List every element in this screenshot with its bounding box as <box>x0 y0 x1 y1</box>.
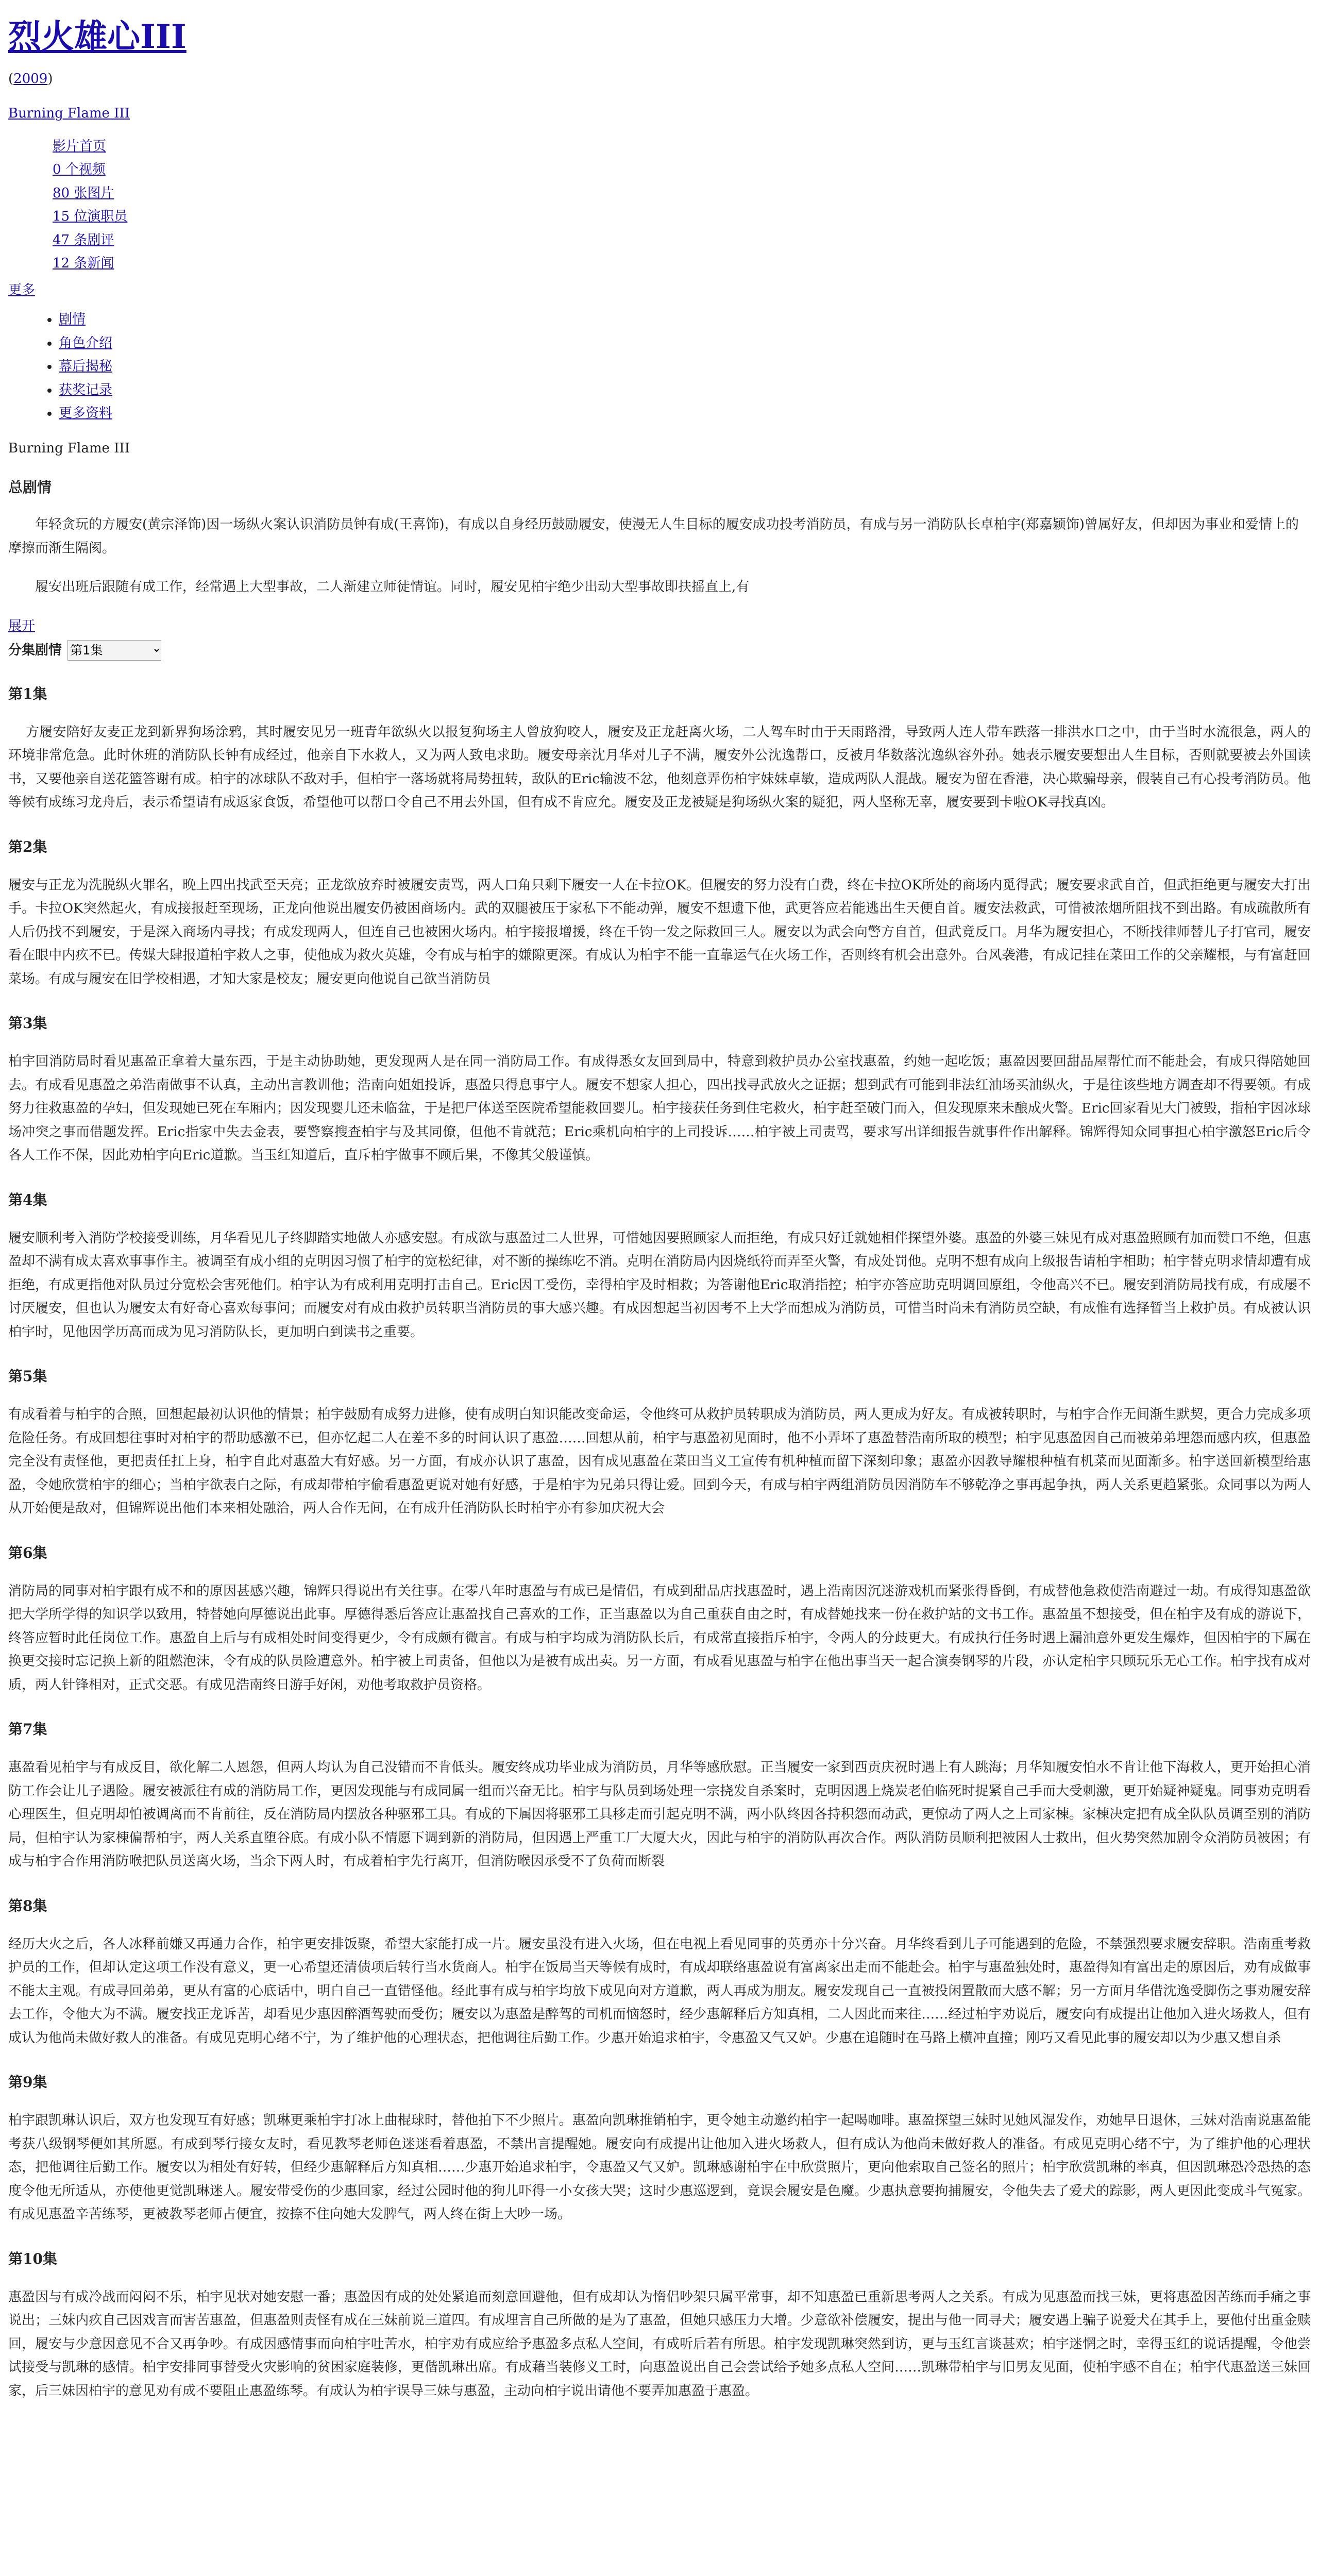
episode-text: 惠盈因与有成冷战而闷闷不乐，柏宇见状对她安慰一番；惠盈因有成的处处紧追而刻意回避他，但有成却认为惰侣吵架只属平常事，却不知惠盈已重新思考两人之关系。有成为见惠盈而找三妹，更将惠盈因苦练而手痛之事说出；三妹内疚自己因戏言而害苦惠盈，但惠盈则责怪有成在三妹前说三道四。有成埋言自己所做的是为了惠盈，但她只感压力大增。少意欲补偿履安，提出与他一同寻犬；履安遇上骗子说爱犬在其手上，要他付出重金赎回，履安与少意因意见不合又再争吵。有成因感情事而向柏宇吐苦水，柏宇劝有成应给予惠盈多点私人空间，有成听后若有所思。柏宇发现凯琳突然到访，更与玉红言谈甚欢；柏宇迷惘之时，幸得玉红的说话提醒，令他尝试接受与凯琳的感情。柏宇安排同事替受火灾影响的贫困家庭装修，更偕凯琳出席。有成藉当装修义工时，向惠盈说出自己会尝试给予她多点私人空间……凯琳带柏宇与旧男友见面，使柏宇感不自在；柏宇代惠盈送三妹回家，后三妹因柏宇的意见劝有成不要阻止惠盈练琴。有成认为柏宇误导三妹与惠盈，主动向柏宇说出请他不要弄加惠盈于惠盈。 <box>8 2289 1311 2399</box>
episode-heading: 第4集 <box>8 1191 47 1208</box>
synopsis-paragraph: 履安出班后跟随有成工作，经常遇上大型事故，二人渐建立师徒情谊。同时，履安见柏宇绝少出动大型事故即扶摇直上,有 <box>35 579 750 595</box>
episode-text: 经历大火之后，各人冰释前嫌又再通力合作，柏宇更安排饭聚，希望大家能打成一片。履安虽没有进入火场，但在电视上看见同事的英勇亦十分兴奋。月华终看到儿子可能遇到的危险，不禁强烈要求履安辞职。浩南重考救护员的工作，但却认定这项工作没有意义，更一心希望还清债项后转行当水货商人。柏宇在饭局当天等候有成时，有成却联络惠盈说有富离家出走而不能赴会。柏宇与惠盈独处时，惠盈得知有富出走的原因后，劝有成做事不能太主观。有成寻回弟弟，更从有富的心底话中，明白自己一直错怪他。经此事有成与柏宇均放下成见向对方道歉，两人再成为朋友。履安发现自己一直被投闲置散而大感不解；另一方面月华借沈逸受脚伤之事劝履安辞去工作，令他大为不满。履安找正龙诉苦，却看见少惠因醉酒驾驶而受伤；履安以为惠盈是醉驾的司机而恼怒时，经少惠解释后方知真相，二人因此而来往……经过柏宇劝说后，履安向有成提出让他加入进火场救人，但有成认为他尚未做好救人的准备。有成见克明心绪不宁，为了维护他的心理状态，把他调往后勤工作。少惠开始追求柏宇，令惠盈又气又妒。少惠在追随时在马路上横冲直撞；刚巧又看见此事的履安却以为少惠又想自杀 <box>8 1936 1311 2046</box>
content-tabs <box>8 308 1311 426</box>
episode-heading: 第7集 <box>8 1721 47 1738</box>
more-link[interactable]: 更多 <box>8 282 36 298</box>
year-prefix: ( <box>8 71 14 87</box>
episode-text: 履安顺利考入消防学校接受训练，月华看见儿子终脚踏实地做人亦感安慰。有成欲与惠盈过二人世界，可惜她因要照顾家人而拒绝，有成只好迁就她相伴探望外婆。惠盈的外婆三妹见有成对惠盈照顾有加而赞口不绝，但惠盈却不满有成太喜欢事事作主。被调至有成小组的克明因习惯了柏宇的宽松纪律，对不断的操练吃不消。克明在消防局内因烧纸符而弄至火警，有成处罚他。克明不想有成向上级报告请柏宇相助；柏宇替克明求情却遭有成拒绝，有成更指他对队员过分宽松会害死他们。柏宇认为有成利用克明打击自己。Eric因工受伤，幸得柏宇及时相救；为答谢他Eric取消指控；柏宇亦答应助克明调回原组，令他高兴不已。履安到消防局找有成，有成屡不讨厌履安，但也认为履安太有好奇心喜欢每事问；而履安对有成由救护员转职当消防员的事大感兴趣。有成因想起当初因考不上大学而想成为消防员，可惜当时尚未有消防员空缺，有成惟有选择暂当上救护员。有成被认识柏宇时，见他因学历高而成为见习消防队长，更加明白到读书之重要。 <box>8 1230 1311 1340</box>
episode-text: 消防局的同事对柏宇跟有成不和的原因甚感兴趣，锦辉只得说出有关往事。在零八年时惠盈与有成已是情侣，有成到甜品店找惠盈时，遇上浩南因沉迷游戏机而紧张得昏倒，有成替他急救使浩南避过一劫。有成得知惠盈欲把大学所学得的知识学以致用，特替她向厚德说出此事。厚德得悉后答应让惠盈找自己喜欢的工作，正当惠盈以为自己重获自由之时，有成替她找来一份在救护站的文书工作。惠盈虽不想接受，但在柏宇及有成的游说下，终答应暂时此任岗位工作。惠盈自上后与有成相处时间变得更少，令有成颇有微言。有成与柏宇均成为消防队长后，有成常直接指斥柏宇，令两人的分歧更大。有成执行任务时遇上漏油意外更发生爆炸，但因柏宇的下属在换更交接时忘记换上新的阻燃泡沫，令有成的队员险遭意外。柏宇被上司责备，但他以为是被有成出卖。另一方面，有成看见惠盈与柏宇在他出事当天一起合演奏钢琴的片段，亦认定柏宇只顾玩乐无心工作。柏宇找有成对质，两人针锋相对，正式交恶。有成见浩南终日游手好闲，劝他考取救护员资格。 <box>8 1583 1311 1693</box>
episode-text: 柏宇回消防局时看见惠盈正拿着大量东西，于是主动协助她，更发现两人是在同一消防局工作。有成得悉女友回到局中，特意到救护员办公室找惠盈，约她一起吃饭；惠盈因要回甜品屋帮忙而不能赴会，有成只得陪她回去。有成看见惠盈之弟浩南做事不认真，主动出言教训他；浩南向姐姐投诉，惠盈只得息事宁人。履安不想家人担心，四出找寻武放火之证据；想到武有可能到非法红油场买油纵火，于是往该些地方调查却不得要领。有成努力往救惠盈的孕妇，但发现她已死在车厢内；因发现婴儿还未临盆，于是把尸体送至医院希望能救回婴儿。柏宇接获任务到住宅救火，柏宇赶至破门而入，但发现原来未酿成火警。Eric回家看见大门被毁，指柏宇因冰球场冲突之事而借题发挥。Eric指家中失去金表，要警察搜查柏宇与及其同僚，但他不肯就范；Eric乘机向柏宇的上司投诉……柏宇被上司责骂，要求写出详细报告就事件作出解释。锦辉得知众同事担心柏宇激怒Eric后令各人工作不保，因此劝柏宇向Eric道歉。当玉红知道后，直斥柏宇做事不顾后果，不像其父般谨慎。 <box>8 1054 1311 1164</box>
episode-select[interactable] <box>67 640 161 661</box>
tab-awards <box>59 379 1311 402</box>
tab-plot <box>59 308 1311 332</box>
tab-more-info-link[interactable]: 更多资料 <box>59 406 113 422</box>
title-link[interactable]: 烈火雄心III <box>8 18 187 56</box>
episode-heading: 第8集 <box>8 1897 47 1914</box>
episode-text: 方履安陪好友麦正龙到新界狗场涂鸦，其时履安见另一班青年欲纵火以报复狗场主人曾放狗咬人，履安及正龙赶离火场，二人驾车时由于天雨路滑，导致两人连人带车跌落一排洪水口之中，由于当时水流很急，两人的环境非常危急。此时休班的消防队长钟有成经过，他亲自下水救人，又为两人致电求助。履安母亲沈月华对儿子不满，履安外公沈逸帮口，反被月华数落沈逸纵容外孙。她表示履安要想出人生目标，否则就要被去外国读书，又要他亲自送花篮答谢有成。柏宇的冰球队不敌对手，但柏宇一落场就将局势扭转，敌队的Eric输波不忿，他刻意弄伤柏宇妹妹卓敏，造成两队人混战。履安为留在香港，决心欺骗母亲，假装自己有心投考消防员。他等候有成练习龙舟后，表示希望请有成返家食饭，希望他可以帮口令自己不用去外国，但有成不肯应允。履安及正龙被疑是狗场纵火案的疑犯，两人坚称无辜，履安要到卡啦OK寻找真凶。 <box>8 724 1311 811</box>
episode-heading: 第9集 <box>8 2074 47 2091</box>
tab-behind-scenes-link[interactable]: 幕后揭秘 <box>59 359 113 375</box>
sub-navigation <box>53 135 1311 276</box>
synopsis-paragraph: 年轻贪玩的方履安(黄宗泽饰)因一场纵火案认识消防员钟有成(王喜饰)，有成以自身经历鼓励履安，使漫无人生目标的履安成功投考消防员，有成与另一消防队长卓柏宇(郑嘉颖饰)曾属好友，但却因为事业和爱情上的摩擦而渐生隔阂。 <box>8 517 1299 556</box>
episode-select-label: 分集剧情 <box>8 643 62 659</box>
release-year <box>8 68 1311 91</box>
episode-heading: 第3集 <box>8 1015 47 1032</box>
tab-behind-scenes <box>59 355 1311 379</box>
year-suffix: ) <box>47 71 53 87</box>
synopsis-heading: 总剧情 <box>8 479 52 496</box>
subnav-videos[interactable]: 0 个视频 <box>53 162 106 178</box>
tab-plot-link[interactable]: 剧情 <box>59 312 86 328</box>
tab-characters-link[interactable]: 角色介绍 <box>59 335 113 351</box>
episode-list <box>8 681 1311 2403</box>
subnav-cast[interactable]: 15 位演职员 <box>53 209 128 225</box>
episode-text: 履安与正龙为洗脱纵火罪名，晚上四出找武至天亮；正龙欲放弃时被履安责骂，两人口角只剩下履安一人在卡拉OK。但履安的努力没有白费，终在卡拉OK所处的商场内觅得武；履安要求武自首，但武拒绝更与履安大打出手。卡拉OK突然起火，有成接报赶至现场，正龙向他说出履安仍被困商场内。武的双腿被压于家私下不能动弹，履安不想遗下他，武更答应若能逃出生天便自首。履安法救武，可惜被浓烟所阻找不到出路。有成疏散所有人后仍找不到履安，于是深入商场内寻找；有成发现两人，但连自己也被困火场内。柏宇接报增援，终在千钧一发之际救回三人。履安以为武会向警方自首，但武竟反口。月华为履安担心，不断找律师替儿子打官司，履安看在眼中内疚不已。传媒大肆报道柏宇救人之事，使他成为救火英雄，令有成与柏宇的嫌隙更深。有成认为柏宇不能一直靠运气在火场工作，否则终有机会出意外。台风袭港，有成记挂在菜田工作的父亲耀根，与有富赶回菜场。有成与履安在旧学校相遇，才知大家是校友；履安更向他说自己欲当消防员 <box>8 877 1311 987</box>
english-title-link[interactable]: Burning Flame III <box>8 106 130 122</box>
episode-text: 惠盈看见柏宇与有成反目，欲化解二人恩怨，但两人均认为自己没错而不肯低头。履安终成功毕业成为消防员，月华等感欣慰。正当履安一家到西贡庆祝时遇上有人跳海；月华知履安怕水不肯让他下海救人，更开始担心消防工作会让儿子遇险。履安被派往有成的消防局工作，更因发现能与有成同属一组而兴奋无比。柏宇与队员到场处理一宗挠发自杀案时，克明因遇上烧炭老伯临死时捉紧自己手而大受刺激，更开始疑神疑鬼。同事劝克明看心理医生，但克明却怕被调离而不肯前往，反在消防局内摆放各种驱邪工具。有成的下属因将驱邪工具移走而引起克明不满，两小队终因各持积怨而动武，更惊动了两人之上司家棟。家棟决定把有成全队队员调至别的消防局，但柏宇认为家棟偏帮柏宇，两人关系直堕谷底。有成小队不情愿下调到新的消防局，但因遇上严重工厂大厦大火，因此与柏宇的消防队再次合作。两队消防员顺利把被困人士救出，但火势突然加剧令众消防员被困；有成与柏宇合作用消防喉把队员送离火场，当余下两人时，有成着柏宇先行离开，但消防喉因承受不了负荷而断裂 <box>8 1760 1311 1870</box>
year-link[interactable]: 2009 <box>13 71 48 87</box>
expand-link[interactable]: 展开 <box>8 618 36 634</box>
episode-text: 柏宇跟凯琳认识后，双方也发现互有好感；凯琳更乘柏宇打冰上曲棍球时，替他拍下不少照片。惠盈向凯琳推销柏宇，更令她主动邀约柏宇一起喝咖啡。惠盈探望三妹时见她风湿发作，劝她早日退休，三妹对浩南说惠盈能考获八级钢琴便如其所愿。有成到琴行接女友时，看见教琴老师色迷迷看着惠盈，不禁出言提醒她。履安向有成提出让他加入进火场救人，但有成认为他尚未做好救人的准备。有成见克明心绪不宁，为了维护他的心理状态，把他调往后勤工作。履安以为相处有好转，但经少惠解释后方知真相……少惠开始追求柏宇，令惠盈又气又妒。凯琳感谢柏宇在中欣赏照片，更向他索取自己签名的照片；柏宇欣赏凯琳的率真，但因凯琳恐冷恐热的态度令他无所适从，亦使他更觉凯琳迷人。履安带受伤的少惠回家，经过公园时他的狗儿吓得一小女孩大哭；这时少惠巡逻到，竟误会履安是色魔。少惠执意要拘捕履安，令他失去了爱犬的踪影，两人更因此变成斗气冤家。有成见惠盈辛苦练琴，更被教琴老师占便宜，按捺不住向她大发脾气，两人终在街上大吵一场。 <box>8 2113 1311 2223</box>
episode-heading: 第10集 <box>8 2250 57 2267</box>
subnav-reviews[interactable]: 47 条剧评 <box>53 232 114 248</box>
tab-characters <box>59 332 1311 356</box>
episode-selector <box>8 639 1311 663</box>
episode-heading: 第2集 <box>8 838 47 855</box>
tab-more-info <box>59 402 1311 426</box>
episode-text: 有成看着与柏宇的合照，回想起最初认识他的情景；柏宇鼓励有成努力进修，使有成明白知识能改变命运，令他终可从救护员转职成为消防员，两人更成为好友。有成被转职时，与柏宇合作无间渐生默契，更合力完成多项危险任务。有成回想往事时对柏宇的帮助感激不已，但亦忆起二人在差不多的时间认识了惠盈……回想从前，柏宇与惠盈初见面时，他不小弄坏了惠盈替浩南所取的模型；柏宇见惠盈因自己而被弟弟埋怨而感内疚，但惠盈完全没有责怪他，更把责任扛上身，柏宇自此对惠盈大有好感。另一方面，有成亦认识了惠盈，因有成见惠盈在菜田当义工宣传有机种植而留下深刻印象；惠盈亦因教导耀根种植有机菜而见面渐多。柏宇送回新模型给惠盈，令她欣赏柏宇的细心；当柏宇欲表白之际，有成却带柏宇偷看惠盈更说对她有好感，于是柏宇为兄弟只得让爱。回到今天，有成与柏宇两组消防员因消防车不够乾净之事再起争执，两人关系更趋紧张。众同事以为两人从开始便是敌对，但锦辉说出他们本来相处融洽，两人合作无间，在有成升任消防队长时柏宇亦有参加庆祝大会 <box>8 1407 1311 1517</box>
subnav-news[interactable]: 12 条新闻 <box>53 256 114 272</box>
tab-awards-link[interactable]: 获奖记录 <box>59 382 113 398</box>
page-title <box>8 18 1311 57</box>
subnav-photos[interactable]: 80 张图片 <box>53 185 114 201</box>
episode-heading: 第1集 <box>8 685 47 702</box>
episode-heading: 第5集 <box>8 1368 47 1385</box>
english-title: Burning Flame III <box>8 440 130 456</box>
subnav-home[interactable]: 影片首页 <box>53 138 107 154</box>
episode-heading: 第6集 <box>8 1544 47 1561</box>
